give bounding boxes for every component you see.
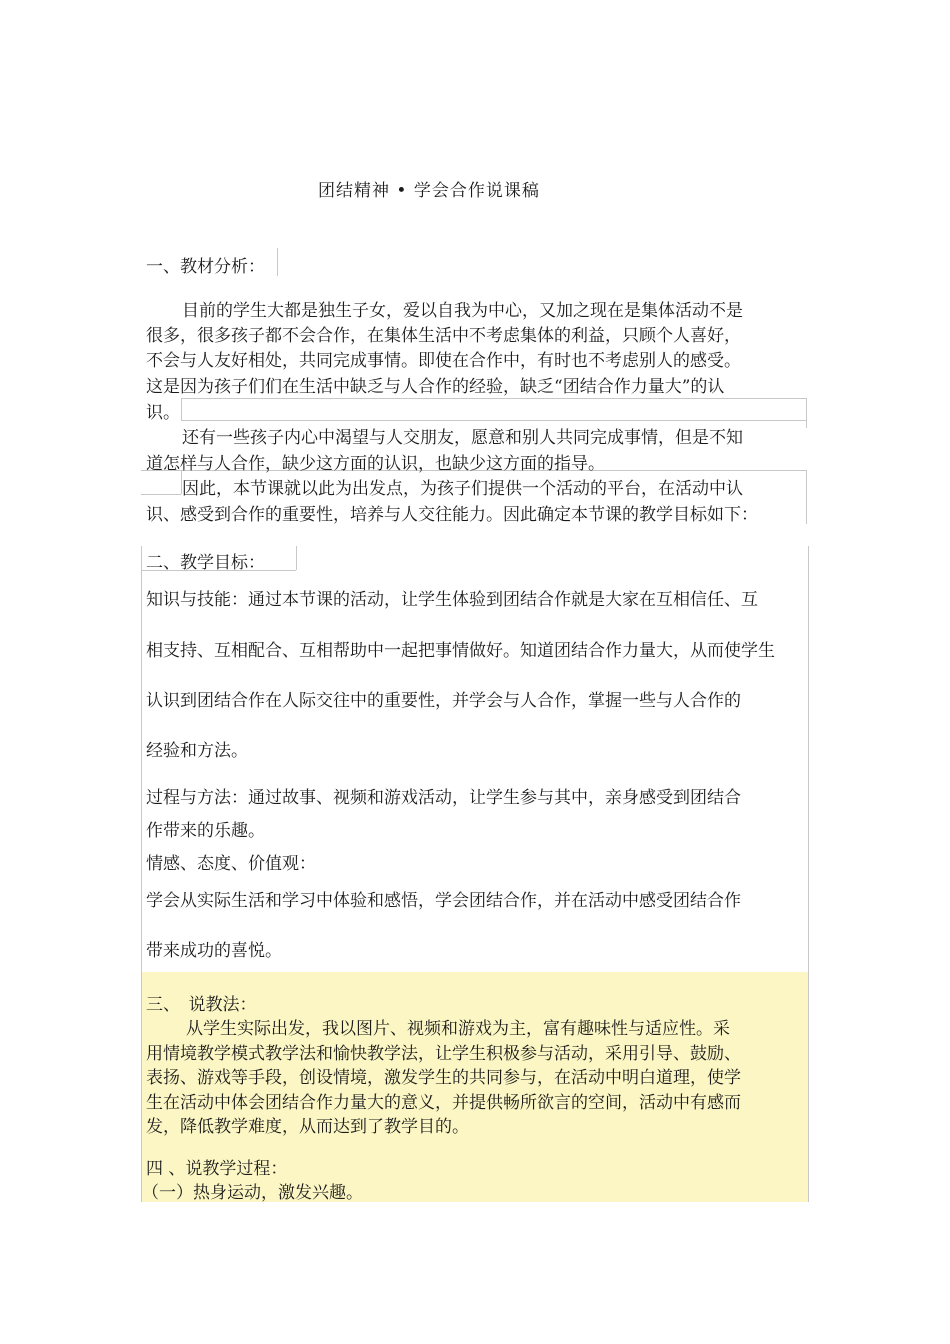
goal-line: 知识与技能：通过本节课的活动，让学生体验到团结合作就是大家在互相信任、互	[146, 590, 758, 610]
frame-line	[806, 398, 807, 428]
paragraph-line: 识、感受到合作的重要性，培养与人交往能力。因此确定本节课的教学目标如下：	[146, 505, 758, 525]
frame-line	[806, 470, 807, 524]
frame-line	[181, 420, 807, 421]
goal-line: 作带来的乐趣。	[146, 821, 265, 841]
paragraph-line: 识。	[146, 403, 180, 423]
method-line: 从学生实际出发，我以图片、视频和游戏为主，富有趣味性与适应性。采	[186, 1019, 730, 1039]
section-heading-method: 三、 说教法：	[146, 995, 257, 1015]
method-line: 用情境教学模式教学法和愉快教学法，让学生积极参与活动，采用引导、鼓励、	[146, 1044, 741, 1064]
frame-line	[141, 494, 181, 495]
paragraph-line: 这是因为孩子们们在生活中缺乏与人合作的经验，缺乏“团结合作力量大”的认	[146, 377, 725, 397]
paragraph-line: 因此，本节课就以此为出发点，为孩子们提供一个活动的平台，在活动中认	[182, 479, 743, 499]
frame-line	[181, 398, 182, 420]
goal-line: 认识到团结合作在人际交往中的重要性，并学会与人合作，掌握一些与人合作的	[146, 691, 741, 711]
document-title: 团结精神 • 学会合作说课稿	[318, 181, 540, 201]
goal-line: 相支持、互相配合、互相帮助中一起把事情做好。知道团结合作力量大，从而使学生	[146, 641, 775, 661]
goal-line: 学会从实际生活和学习中体验和感悟，学会团结合作，并在活动中感受团结合作	[146, 891, 741, 911]
frame-line	[141, 546, 142, 1202]
subsection-heading: （一）热身运动，激发兴趣。	[142, 1183, 363, 1203]
paragraph-line: 很多，很多孩子都不会合作，在集体生活中不考虑集体的利益，只顾个人喜好，	[146, 326, 741, 346]
frame-line	[296, 546, 297, 570]
goal-line: 经验和方法。	[146, 741, 248, 761]
paragraph-line: 目前的学生大都是独生子女，爱以自我为中心，又加之现在是集体活动不是	[182, 301, 743, 321]
method-line: 发，降低教学难度，从而达到了教学目的。	[146, 1117, 469, 1137]
frame-line	[808, 546, 809, 1202]
method-line: 表扬、游戏等手段，创设情境，激发学生的共同参与，在活动中明白道理，使学	[146, 1068, 741, 1088]
paragraph-line: 不会与人友好相处，共同完成事情。即使在合作中，有时也不考虑别人的感受。	[146, 351, 741, 371]
frame-line	[277, 248, 278, 276]
section-heading-analysis: 一、教材分析：	[146, 257, 265, 277]
frame-line	[181, 398, 807, 399]
goal-line: 过程与方法：通过故事、视频和游戏活动，让学生参与其中，亲身感受到团结合	[146, 788, 741, 808]
paragraph-line: 还有一些孩子内心中渴望与人交朋友，愿意和别人共同完成事情，但是不知	[182, 428, 743, 448]
paragraph-line: 道怎样与人合作，缺少这方面的认识，也缺少这方面的指导。	[146, 454, 605, 474]
goal-label: 情感、态度、价值观：	[146, 854, 316, 874]
goal-line: 带来成功的喜悦。	[146, 941, 282, 961]
method-line: 生在活动中体会团结合作力量大的意义，并提供畅所欲言的空间，活动中有感而	[146, 1093, 741, 1113]
section-heading-process: 四 、说教学过程：	[146, 1159, 288, 1179]
section-heading-goals: 二、教学目标：	[146, 553, 265, 573]
